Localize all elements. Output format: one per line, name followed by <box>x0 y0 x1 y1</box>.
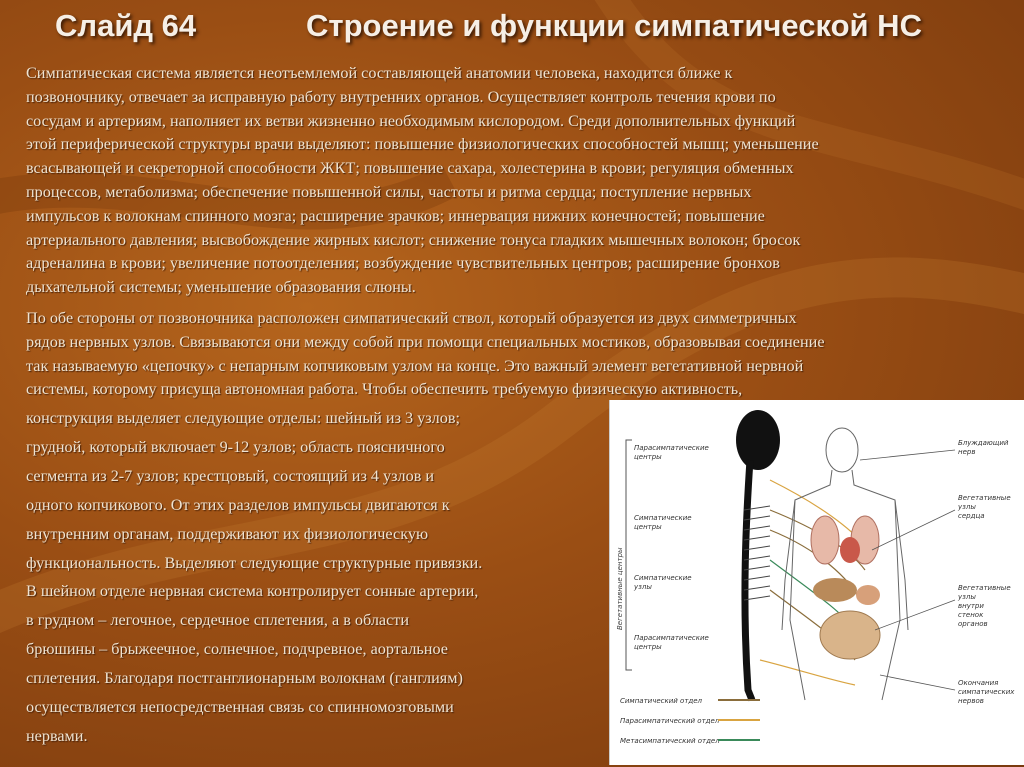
label-heart-nodes-line1: Вегетативные <box>958 494 1011 502</box>
slide-number: Слайд 64 <box>55 8 197 43</box>
label-parasympathetic-top-line2: центры <box>634 453 662 461</box>
label-endings-line1: Окончания <box>958 679 999 687</box>
label-organ-nodes-line2: узлы <box>958 593 976 601</box>
text-line: в грудном – легочное, сердечное сплетения, а в области <box>26 611 410 630</box>
label-heart-nodes-line2: узлы <box>958 503 976 511</box>
legend-label: Парасимпатический отдел <box>620 717 720 725</box>
vertical-label: Вегетативные центры <box>616 547 624 630</box>
text-line: дыхательной системы; уменьшение образования слюны. <box>26 278 416 297</box>
label-organ-nodes-line5: органов <box>958 620 988 628</box>
legend-label: Симпатический отдел <box>620 697 703 705</box>
diagram-svg <box>610 400 1024 765</box>
text-line: системы, которому присуща автономная работа. Чтобы обеспечить требуемую физическую активность, <box>26 380 743 399</box>
lung-left <box>811 516 839 564</box>
text-line: осуществляется непосредственная связь со спинномозговыми <box>26 698 454 717</box>
label-heart-nodes-line3: сердца <box>958 512 985 520</box>
intestines <box>820 611 880 659</box>
text-line: адреналина в крови; увеличение потоотделения; возбуждение чувствительных центров; расширение бронхов <box>26 254 780 273</box>
slide-title-bar <box>0 8 1024 52</box>
text-line: брюшины – брыжеечное, солнечное, подчревное, аортальное <box>26 640 448 659</box>
label-sympathetic-centers-line1: Симпатические <box>634 514 692 522</box>
label-parasympathetic-bottom-line1: Парасимпатические <box>634 634 709 642</box>
text-line: одного копчикового. От этих разделов импульсы двигаются к <box>26 495 450 514</box>
brain-shape <box>736 410 780 470</box>
text-line: грудной, который включает 9-12 узлов; область поясничного <box>26 437 445 456</box>
paragraph-trunk <box>26 307 1011 402</box>
slide-title: Строение и функции симпатической НС <box>306 8 922 43</box>
label-vagus-line1: Блуждающий <box>958 439 1009 447</box>
text-line: так называемую «цепочку» с непарным копчиковым узлом на конце. Это важный элемент вегетативной нервной <box>26 356 804 375</box>
text-line: позвоночнику, отвечает за исправную работу внутренних органов. Осуществляет контроль течения крови по <box>26 87 776 106</box>
text-line: функциональность. Выделяют следующие структурные привязки. <box>26 553 483 572</box>
text-line: артериального давления; высвобождение жирных кислот; снижение тонуса гладких мышечных волокон; бросок <box>26 230 801 249</box>
text-line: этой периферической структуры врачи выделяют: повышение физиологических способностей мышц; уменьшение <box>26 135 819 154</box>
text-line: всасывающей и секреторной способности ЖКТ; повышение сахара, холестерина в крови; регуляция обменных <box>26 159 794 178</box>
label-vagus-line2: нерв <box>958 448 976 456</box>
paragraph-sections <box>26 404 596 751</box>
text-line: импульсов к волокнам спинного мозга; расширение зрачков; иннервация нижних конечностей; повышение <box>26 206 765 225</box>
label-parasympathetic-top-line1: Парасимпатические <box>634 444 709 452</box>
label-parasympathetic-bottom-line2: центры <box>634 643 662 651</box>
text-line: процессов, метаболизма; обеспечение повышенной силы, частоты и ритма сердца; поступление нервных <box>26 182 752 201</box>
diagram-legend <box>620 697 760 745</box>
liver <box>813 578 857 602</box>
label-organ-nodes-line3: внутри <box>958 602 984 610</box>
text-line: По обе стороны от позвоночника расположен симпатический ствол, который образуется из двух симметричных <box>26 309 797 327</box>
label-organ-nodes-line4: стенок <box>958 611 984 619</box>
legend-label: Метасимпатический отдел <box>620 737 720 745</box>
nervous-system-diagram <box>609 400 1024 765</box>
text-line: внутренним органам, поддерживают их физиологическую <box>26 524 429 543</box>
text-line: конструкция выделяет следующие отделы: шейный из 3 узлов; <box>26 409 460 427</box>
label-organ-nodes-line1: Вегетативные <box>958 584 1011 592</box>
text-line: сегмента из 2-7 узлов; крестцовый, состоящий из 4 узлов и <box>26 466 435 485</box>
label-sympathetic-nodes-line2: узлы <box>634 583 652 591</box>
label-endings-line3: нервов <box>958 697 984 705</box>
stomach <box>856 585 880 605</box>
heart <box>840 537 860 563</box>
label-endings-line2: симпатических <box>958 688 1015 696</box>
text-line: рядов нервных узлов. Связываются они между собой при помощи специальных мостиков, образовывая соединение <box>26 332 825 351</box>
label-sympathetic-nodes-line1: Симпатические <box>634 574 692 582</box>
text-line: В шейном отделе нервная система контролирует сонные артерии, <box>26 582 479 601</box>
text-line: сосудам и артериям, наполняет их ветви жизненно необходимым кислородом. Среди дополнительных функций <box>26 111 796 130</box>
text-line: Симпатическая система является неотъемлемой составляющей анатомии человека, находится ближе к <box>26 64 733 82</box>
text-line: сплетения. Благодаря постганглионарным волокнам (ганглиям) <box>26 669 463 688</box>
label-sympathetic-centers-line2: центры <box>634 523 662 531</box>
paragraph-functions <box>26 62 1001 300</box>
text-line: нервами. <box>26 726 88 745</box>
